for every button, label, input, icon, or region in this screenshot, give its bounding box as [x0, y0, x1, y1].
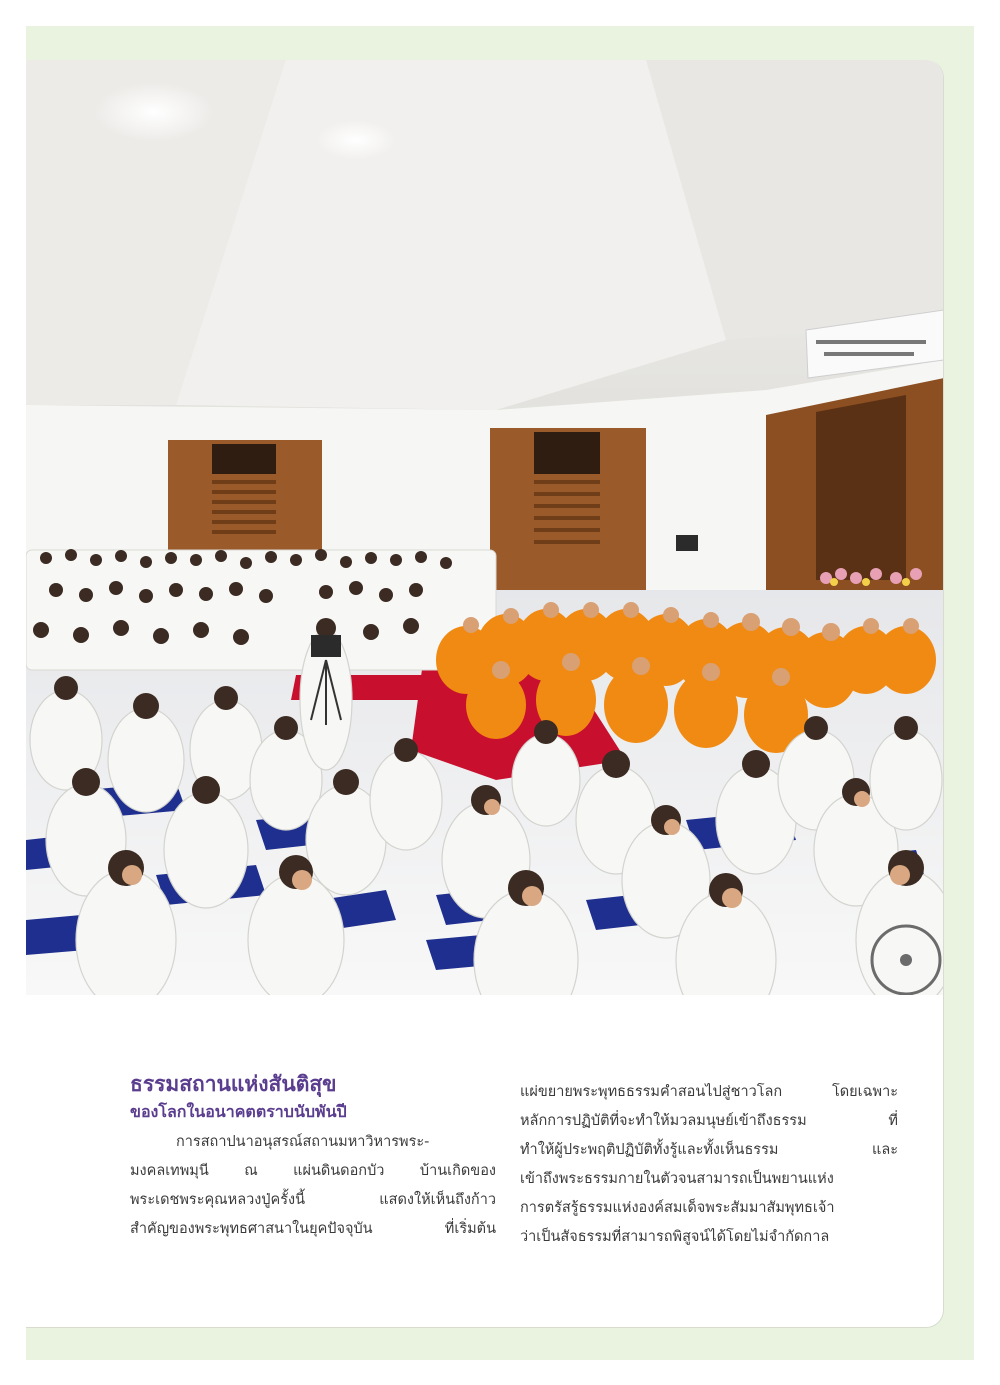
left-paragraph [130, 1128, 496, 1244]
text-line: พระเดชพระคุณหลวงปู่ครั้งนี้ แสดงให้เห็นถึงก้าว [130, 1192, 496, 1208]
text-line: หลักการปฏิบัติที่จะทำให้มวลมนุษย์เข้าถึงธรรม ที่ [520, 1113, 898, 1129]
article-left-column [130, 1070, 496, 1244]
text-line: มงคลเทพมุนี ณ แผ่นดินดอกบัว บ้านเกิดของ [130, 1163, 496, 1179]
text-line: การตรัสรู้ธรรมแห่งองค์สมเด็จพระสัมมาสัมพุทธเจ้า [520, 1200, 835, 1216]
text-line: ทำให้ผู้ประพฤติปฏิบัติทั้งรู้และทั้งเห็นธรรม และ [520, 1142, 898, 1158]
text-line: เข้าถึงพระธรรมกายในตัวจนสามารถเป็นพยานแห่ง [520, 1171, 834, 1187]
article-right-column [520, 1078, 898, 1252]
text-line: สำคัญของพระพุทธศาสนาในยุคปัจจุบัน ที่เริ่มต้น [130, 1221, 496, 1237]
article-subheading: ของโลกในอนาคตตราบนับพันปี [130, 1102, 347, 1121]
text-line: ว่าเป็นสัจธรรมที่สามารถพิสูจน์ได้โดยไม่จำกัดกาล [520, 1229, 830, 1245]
ceremony-hall-photo [26, 60, 944, 995]
text-line: แผ่ขยายพระพุทธธรรมคำสอนไปสู่ชาวโลก โดยเฉพาะ [520, 1084, 898, 1100]
hall-illustration [26, 60, 944, 995]
article-heading: ธรรมสถานแห่งสันติสุข [130, 1072, 337, 1096]
content-card [26, 60, 944, 1328]
text-line: การสถาปนาอนุสรณ์สถานมหาวิหารพระ- [176, 1134, 430, 1150]
